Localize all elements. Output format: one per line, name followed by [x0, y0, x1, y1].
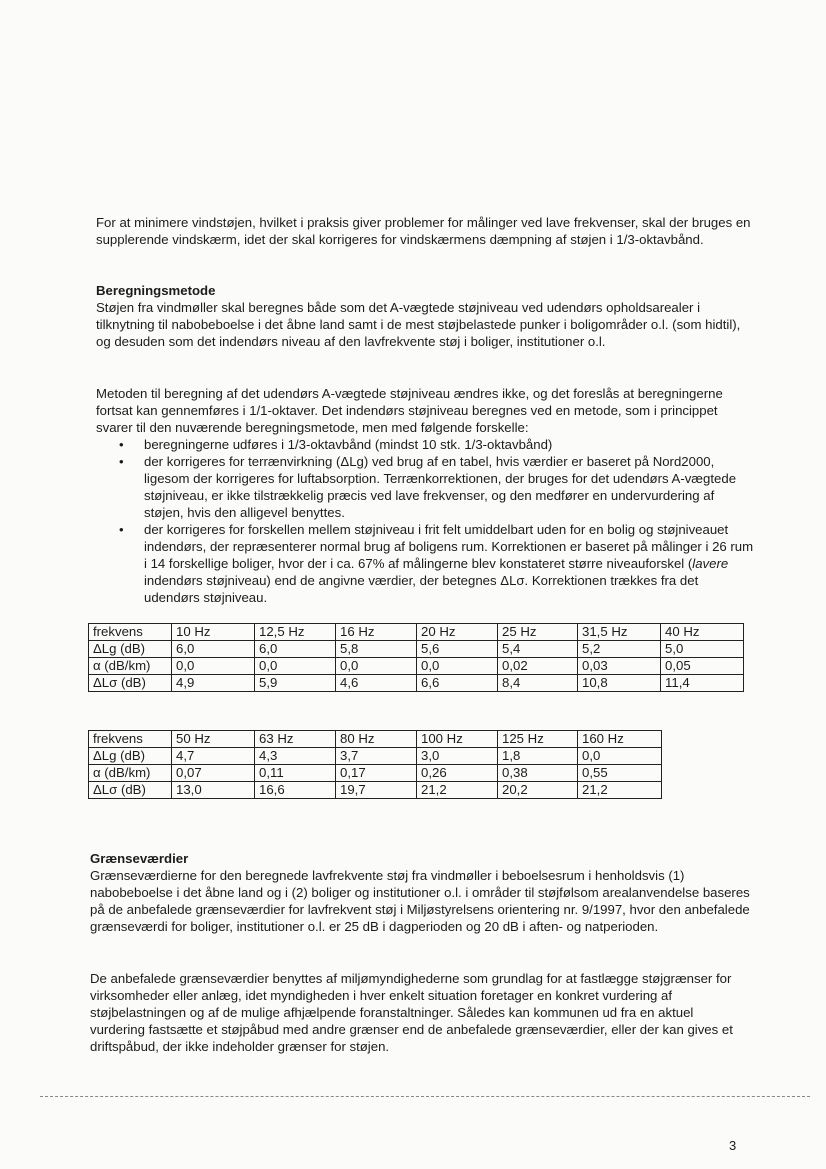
table-row — [89, 782, 662, 799]
limits-heading: Grænseværdier — [90, 851, 189, 866]
table-row — [89, 731, 662, 748]
table-cell: 6,0 — [255, 641, 336, 658]
table-cell: 4,7 — [172, 748, 255, 765]
table-row — [89, 624, 744, 641]
list-item-text: der korrigeres for terrænvirkning (ΔLg) ved brug af en tabel, hvis værdier er baseret på Nord2000, ligesom der korrigeres for luftabsorption. Terrænkorrektionen, der bruges for det udendørs A-vægtede støjniveau, er ikke tilstrækkelig præcis ved lave frekvenser, og den medfører en undervurdering af støjen, hvis den alligevel benyttes. — [144, 454, 737, 520]
table-cell: 20,2 — [498, 782, 578, 799]
table-cell: 13,0 — [172, 782, 255, 799]
limits-paragraph-1: Grænseværdierne for den beregnede lavfrekvente støj fra vindmøller i beboelsesrum i henholdsvis (1) nabobeboelse i det åbne land og i (2) boliger og institutioner o.l. i områder til støjfølsom arealanvendelse baseres på de anbefalede grænseværdier for lavfrekvent støj i Miljøstyrelsens orientering nr. 9/1997, hvor den anbefalede grænseværdi for boliger, institutioner o.l. er 25 dB i dagperioden og 20 dB i aften- og natperioden. — [90, 868, 750, 934]
table-cell: 16 Hz — [336, 624, 417, 641]
list-item-text-part: indendørs støjniveau) end de angivne værdier, der betegnes ΔLσ. Korrektionen trækkes fra det udendørs støjniveau. — [144, 573, 699, 605]
table-cell: 80 Hz — [336, 731, 417, 748]
correction-table-2 — [88, 730, 662, 799]
table-cell: 0,38 — [498, 765, 578, 782]
calculation-method-section — [96, 385, 756, 606]
table-cell: 0,0 — [417, 658, 498, 675]
table-cell: 0,0 — [172, 658, 255, 675]
table-cell: 5,4 — [498, 641, 578, 658]
list-item — [96, 436, 756, 453]
table-cell: 6,6 — [417, 675, 498, 692]
table-cell: 19,7 — [336, 782, 417, 799]
table-cell: 21,2 — [417, 782, 498, 799]
intro-paragraph: For at minimere vindstøjen, hvilket i praksis giver problemer for målinger ved lave frekvenser, skal der bruges en supplerende vindskærm, idet der skal korrigeres for vindskærmens dæmpning af støjen i 1/3-oktavbånd. — [96, 215, 751, 247]
table-cell: 0,0 — [255, 658, 336, 675]
table-cell: 21,2 — [578, 782, 662, 799]
table-row — [89, 675, 744, 692]
table-cell: 6,0 — [172, 641, 255, 658]
list-item-text-part: der korrigeres for forskellen mellem støjniveau i frit felt umiddelbart uden for en bolig og støjniveauet indendørs, der repræsenterer normal brug af boligens rum. Korrektionen er baseret på målinger i 26 rum i 14 forskellige boliger, hvor der i ca. 67% af målingerne blev konstateret større niveauforskel ( — [144, 522, 754, 571]
table-cell: 11,4 — [661, 675, 744, 692]
table-cell: 0,07 — [172, 765, 255, 782]
emphasis-text: lavere — [692, 556, 729, 571]
table-cell: 4,6 — [336, 675, 417, 692]
table-cell: 5,6 — [417, 641, 498, 658]
table-cell: 10,8 — [578, 675, 661, 692]
table-row — [89, 748, 662, 765]
row-header-cell: ΔLg (dB) — [89, 641, 172, 658]
table-row — [89, 641, 744, 658]
table-cell: 0,11 — [255, 765, 336, 782]
list-item-text — [144, 522, 753, 605]
table-cell: 40 Hz — [661, 624, 744, 641]
table-cell: 4,9 — [172, 675, 255, 692]
table-cell: 5,8 — [336, 641, 417, 658]
page-number: 3 — [729, 1138, 737, 1153]
table-cell: 0,03 — [578, 658, 661, 675]
list-item — [96, 453, 756, 521]
bullet-icon: • — [119, 454, 124, 469]
calculation-paragraph-2: Metoden til beregning af det udendørs A-vægtede støjniveau ændres ikke, og det foreslås at beregningerne fortsat kan gennemføres i 1/1-oktaver. Det indendørs støjniveau beregnes ved en metode, som i princippet svarer til den nuværende beregningsmetode, men med følgende forskelle: — [96, 386, 723, 435]
table-cell: 8,4 — [498, 675, 578, 692]
intro-section — [96, 214, 756, 248]
limits-section — [90, 850, 750, 935]
row-header-cell: ΔLg (dB) — [89, 748, 172, 765]
table-cell: 160 Hz — [578, 731, 662, 748]
bullet-icon: • — [119, 522, 124, 537]
list-item-text: beregningerne udføres i 1/3-oktavbånd (mindst 10 stk. 1/3-oktavbånd) — [144, 437, 553, 452]
calculation-section — [96, 282, 756, 350]
footer-divider — [40, 1096, 810, 1097]
table-cell: 125 Hz — [498, 731, 578, 748]
table-cell: 0,0 — [336, 658, 417, 675]
table-cell: 5,9 — [255, 675, 336, 692]
table-cell: 0,05 — [661, 658, 744, 675]
table-cell: 50 Hz — [172, 731, 255, 748]
table-cell: 16,6 — [255, 782, 336, 799]
table-cell: 4,3 — [255, 748, 336, 765]
table-cell: 3,0 — [417, 748, 498, 765]
table-cell: 25 Hz — [498, 624, 578, 641]
table-cell: 5,0 — [661, 641, 744, 658]
table-cell: 5,2 — [578, 641, 661, 658]
table-cell: 0,02 — [498, 658, 578, 675]
table-cell: 0,26 — [417, 765, 498, 782]
table-cell: 63 Hz — [255, 731, 336, 748]
row-header-cell: ΔLσ (dB) — [89, 782, 172, 799]
table-cell: 20 Hz — [417, 624, 498, 641]
row-header-cell: α (dB/km) — [89, 658, 172, 675]
row-header-cell: frekvens — [89, 624, 172, 641]
bullet-icon: • — [119, 437, 124, 452]
table-row — [89, 765, 662, 782]
table-cell: 31,5 Hz — [578, 624, 661, 641]
table-cell: 12,5 Hz — [255, 624, 336, 641]
table-cell: 3,7 — [336, 748, 417, 765]
table-row — [89, 658, 744, 675]
calculation-paragraph-1: Støjen fra vindmøller skal beregnes både som det A-vægtede støjniveau ved udendørs opholdsarealer i tilknytning til nabobeboelse i det åbne land samt i de mest støjbelastede punker i boligområder o.l. (som hidtil), og desuden som det indendørs niveau af den lavfrekvente støj i boliger, institutioner o.l. — [96, 300, 741, 349]
row-header-cell: frekvens — [89, 731, 172, 748]
table-cell: 0,55 — [578, 765, 662, 782]
table-cell: 0,0 — [578, 748, 662, 765]
calculation-heading: Beregningsmetode — [96, 283, 216, 298]
row-header-cell: α (dB/km) — [89, 765, 172, 782]
row-header-cell: ΔLσ (dB) — [89, 675, 172, 692]
correction-table-1 — [88, 623, 744, 692]
table-cell: 100 Hz — [417, 731, 498, 748]
differences-list — [96, 436, 756, 606]
limits-paragraph-2: De anbefalede grænseværdier benyttes af miljømyndighederne som grundlag for at fastlægge støjgrænser for virksomheder eller anlæg, idet myndigheden i hver enkelt situation foretager en konkret vurdering af støjbelastningen og af de mulige afhjælpende foranstaltninger. Således kan kommunen ud fra en aktuel vurdering fastsætte et støjpåbud med andre grænser end de anbefalede grænseværdier, eller der kan gives et driftspåbud, der ikke indeholder grænser for støjen. — [90, 971, 733, 1054]
table-cell: 1,8 — [498, 748, 578, 765]
table-cell: 10 Hz — [172, 624, 255, 641]
list-item — [96, 521, 756, 606]
table-cell: 0,17 — [336, 765, 417, 782]
limits-section-2 — [90, 970, 750, 1055]
